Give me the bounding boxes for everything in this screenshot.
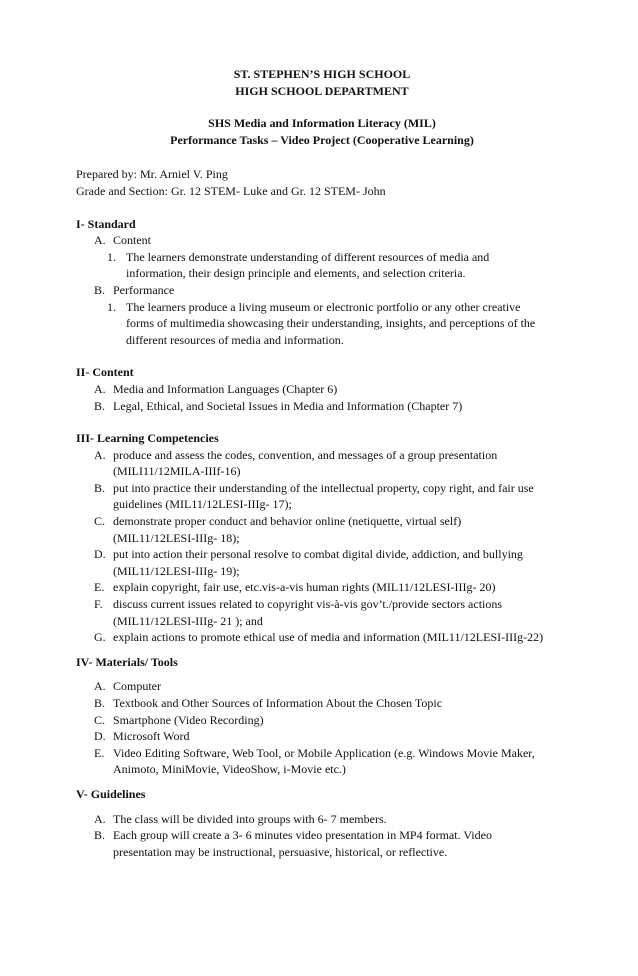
school-name: ST. STEPHEN’S HIGH SCHOOL [233,67,411,81]
item-label: B. [94,480,106,495]
item-text: forms of multimedia showcasing their understanding, insights, and perceptions of the [126,316,536,331]
item-label: A. [94,447,106,462]
list-item [76,712,568,729]
list-item [76,827,568,860]
list-item [76,381,568,398]
item-text: produce and assess the codes, convention, and messages of a group presentation [113,447,498,462]
item-label: A. [94,381,106,396]
list-item [76,282,568,299]
list-item [76,678,568,695]
section-spacer [76,778,568,786]
item-text: explain actions to promote ethical use of media and information (MIL11/12LESI-IIIg-22) [113,630,544,645]
item-label: B. [94,828,106,843]
department-name: HIGH SCHOOL DEPARTMENT [235,83,409,98]
item-label: B. [94,282,106,297]
list-item [76,695,568,712]
item-text: information, their design principle and elements, and selection criteria. [126,266,466,281]
item-text: guidelines (MIL11/12LESI-IIIg- 17); [113,497,292,512]
item-text: (MIL11/12LESI-IIIg- 19); [113,563,240,578]
section-title: II- Content [76,365,134,380]
sub-list-item [76,249,568,282]
item-text: different resources of media and information. [126,332,344,347]
guidelines-list [76,811,568,861]
list-item [76,811,568,828]
item-text: The learners produce a living museum or electronic portfolio or any other creative [126,299,521,314]
item-label: G. [94,630,106,645]
item-label: E. [94,580,105,595]
item-text: explain copyright, fair use, etc.vis-a-vis human rights (MIL11/12LESI-IIIg- 20) [113,580,496,595]
item-label: 1. [107,299,116,314]
list-item [76,480,568,513]
section-spacer [76,348,568,364]
content-list [76,381,568,414]
item-label: A. [94,811,106,826]
course-header [76,115,568,148]
section-title: I- Standard [76,216,136,231]
materials-list [76,678,568,778]
section-spacer [76,414,568,430]
item-label: A. [94,233,106,248]
item-text: Microsoft Word [113,729,190,744]
item-text: Computer [113,679,161,694]
grade-section: Grade and Section: Gr. 12 STEM- Luke and Gr. 12 STEM- John [76,183,386,198]
item-label: F. [94,597,103,612]
list-item [76,232,568,249]
item-text: presentation may be instructional, persuasive, historical, or reflective. [113,844,448,859]
item-label: C. [94,514,106,529]
list-item [76,629,568,646]
item-text: put into action their personal resolve to combat digital divide, addiction, and bullying [113,547,523,562]
list-item [76,745,568,778]
item-text: Video Editing Software, Web Tool, or Mobile Application (e.g. Windows Movie Maker, [113,745,535,760]
section-materials [76,654,568,778]
item-text: Textbook and Other Sources of Information About the Chosen Topic [113,696,443,710]
task-title: Performance Tasks – Video Project (Cooperative Learning) [170,132,474,147]
item-text: Legal, Ethical, and Societal Issues in Media and Information (Chapter 7) [113,398,463,413]
item-label: 1. [107,249,116,264]
item-text: Smartphone (Video Recording) [113,712,264,727]
list-item [76,579,568,596]
section-guidelines [76,786,568,860]
sub-list-item [76,299,568,349]
item-text: discuss current issues related to copyright vis-à-vis gov’t./provide sectors actions [113,597,503,612]
list-item [76,513,568,546]
section-content [76,364,568,414]
item-label: D. [94,547,106,562]
list-item [76,398,568,415]
item-text: demonstrate proper conduct and behavior online (netiquette, virtual self) [113,514,462,529]
list-item [76,447,568,480]
item-label: C. [94,712,106,727]
section-competencies [76,430,568,646]
item-text: (MIL11/12LESI-IIIg- 21 ); and [113,613,263,628]
section-title: IV- Materials/ Tools [76,654,178,669]
item-text: (MILI11/12MILA-IIIf-16) [113,464,241,479]
item-label: B. [94,696,106,710]
item-label: B. [94,398,106,413]
item-text: Each group will create a 3- 6 minutes video presentation in MP4 format. Video [113,828,492,843]
prepared-by: Prepared by: Mr. Arniel V. Ping [76,167,228,182]
item-label: A. [94,679,106,694]
item-text: The class will be divided into groups with 6- 7 members. [113,811,387,826]
section-title: V- Guidelines [76,786,146,801]
course-title: SHS Media and Information Literacy (MIL) [208,116,436,131]
list-item [76,728,568,745]
item-text: Content [113,233,151,248]
item-text: Media and Information Languages (Chapter 6) [113,381,338,396]
item-label: D. [94,729,106,744]
section-standard [76,216,568,349]
list-item [76,596,568,629]
item-text: put into practice their understanding of the intellectual property, copy right, and fair use [113,480,534,495]
section-title: III- Learning Competencies [76,431,219,446]
item-text: Performance [113,282,175,297]
competencies-list [76,447,568,646]
section-spacer [76,646,568,654]
item-text: The learners demonstrate understanding of different resources of media and [126,249,490,264]
item-text: (MIL11/12LESI-IIIg- 18); [113,530,240,545]
document-header [76,66,568,99]
item-label: E. [94,745,105,760]
prepared-info [76,166,568,199]
item-text: Animoto, MiniMovie, VideoShow, i-Movie etc.) [113,762,346,777]
list-item [76,546,568,579]
